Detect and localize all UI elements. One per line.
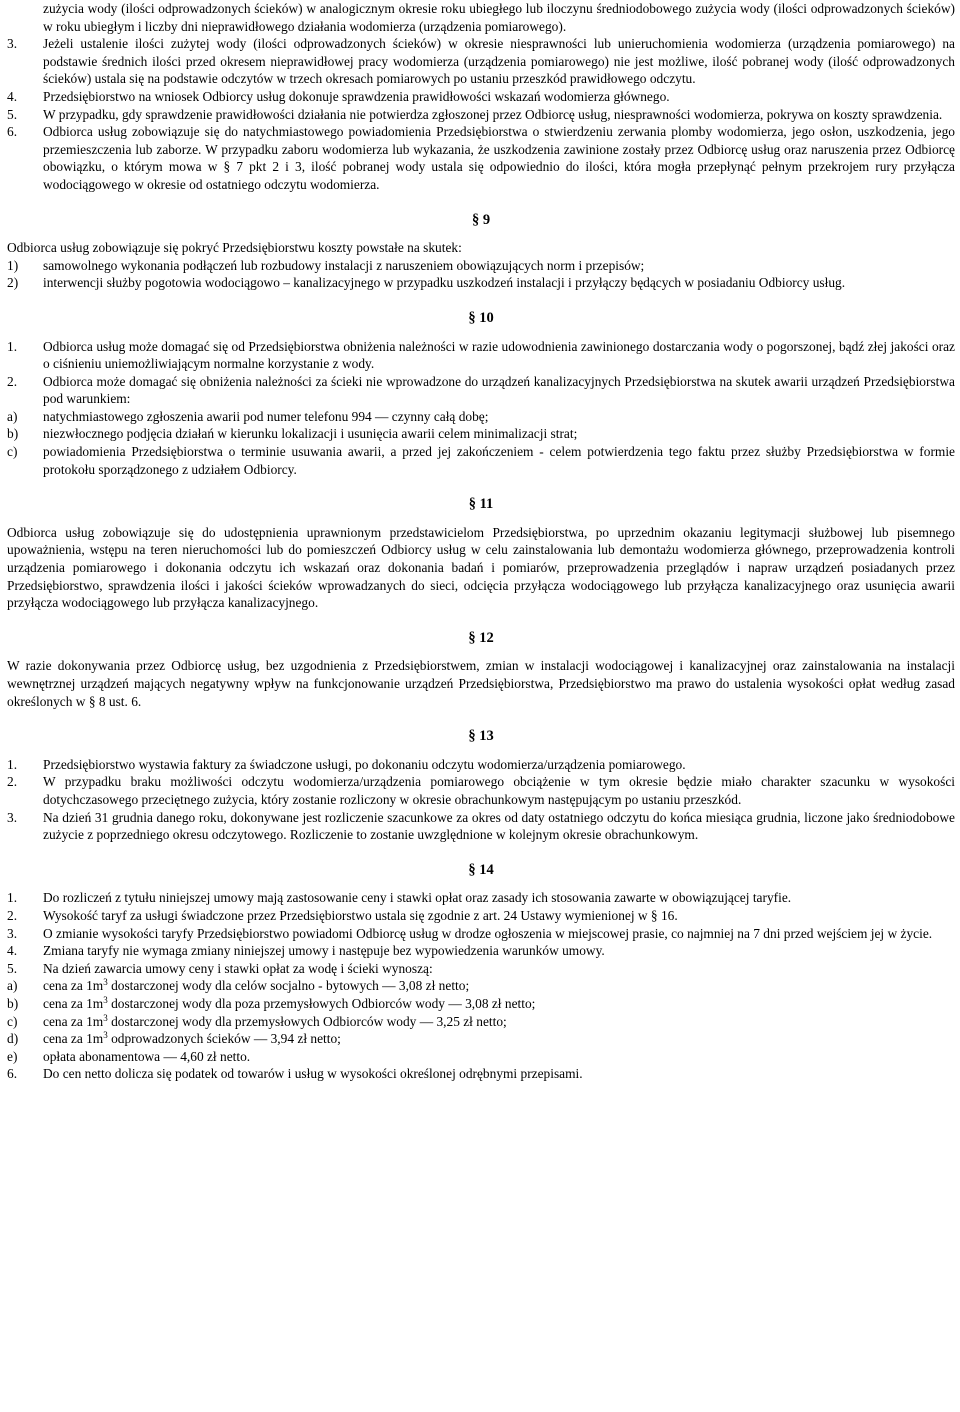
list-item: 1. Odbiorca usług może domagać się od Przedsiębiorstwa obniżenia należności w razie udowodnienia zawinionego dostarczania wody o pogorszonej, bądź złej jakości oraz o ciśnieniu uniemożliwiającym normalne korzystanie z wody.	[7, 338, 955, 372]
list-item: 4. Zmiana taryfy nie wymaga zmiany niniejszej umowy i następuje bez wypowiedzenia warunków umowy.	[7, 943, 605, 959]
sub-list-item: a) natychmiastowego zgłoszenia awarii pod numer telefonu 994 — czynny całą dobę;	[7, 408, 489, 424]
list-item: 3. O zmianie wysokości taryfy Przedsiębiorstwo powiadomi Odbiorcę usług w drodze ogłoszenia w miejscowej prasie, co najmniej na 7 dni przed wejściem jej w życie.	[7, 925, 933, 941]
price-item: a) cena za $1m^3$ dostarczonej wody dla celów socjalno - bytowych — 3,08 zł netto;	[7, 977, 470, 994]
section-12-text: W razie dokonywania przez Odbiorcę usług, bez uzgodnienia z Przedsiębiorstwem, zmian w instalacji wodociągowej i kanalizacyjnej oraz zainstalowania na instalacji wewnętrznej urządzeń mających negatywny wpływ na funkcjonowanie urządzeń Przedsiębiorstwa, Przedsiębiorstwo ma prawo do ustalenia wysokości opłat według zasad określonych w § 8 ust. 6.	[7, 658, 955, 709]
price-item: d) cena za $1m^3$ odprowadzonych ścieków — 3,94 zł netto;	[7, 1030, 341, 1047]
section-9-intro: Odbiorca usług zobowiązuje się pokryć Przedsiębiorstwu koszty powstałe na skutek:	[7, 240, 462, 256]
top-list	[7, 35, 955, 193]
list-item: 6. Do cen netto dolicza się podatek od towarów i usług w wysokości określonej odrębnymi przepisami.	[7, 1066, 583, 1082]
section-heading-11: § 11	[468, 496, 494, 513]
section-13-list	[7, 756, 955, 844]
section-heading-9: § 9	[471, 211, 491, 228]
section-11-text: Odbiorca usług zobowiązuje się do udostępnienia uprawnionym przedstawicielom Przedsiębiorstwa, po uprzednim okazaniu legitymacji służbowej lub pisemnego upoważnienia, wstępu na teren nieruchomości lub do pomieszczeń Odbiorcy usług w celu zainstalowania lub demontażu wodomierza głównego, przeprowadzenia kontroli urządzenia pomiarowego i dokonania odczytu ich wskazań oraz dokonania badań i pomiarów, przeprowadzenia przeglądów i napraw urządzeń posiadanych przez Przedsiębiorstwo, sprawdzenia ilości i jakości ścieków wprowadzanych do sieci, odcięcia przyłącza wodociągowego lub przyłącza kanalizacyjnego oraz usunięcia awarii przyłącza wodociągowego lub przyłącza kanalizacyjnego.	[7, 524, 955, 611]
section-10-list	[7, 338, 955, 479]
list-item: 5. W przypadku, gdy sprawdzenie prawidłowości działania nie potwierdza zgłoszonej przez Odbiorcę usług, niesprawności wodomierza, pokrywa on koszty sprawdzenia.	[7, 106, 943, 122]
sub-list-item: b) niezwłocznego podjęcia działań w kierunku lokalizacji i usunięcia awarii celem minimalizacji strat;	[7, 426, 578, 442]
list-item: 1. Przedsiębiorstwo wystawia faktury za świadczone usługi, po dokonaniu odczytu wodomierza/urządzenia pomiarowego.	[7, 756, 686, 772]
sub-list-item: c) powiadomienia Przedsiębiorstwa o terminie usuwania awarii, a przed jej zakończeniem - celem potwierdzenia tego faktu przez służby Przedsiębiorstwa w formie protokołu sporządzonego z udziałem Odbiorcy.	[7, 444, 955, 477]
section-heading-14: § 14	[468, 861, 494, 878]
top-continuation	[7, 0, 955, 35]
list-item: 4. Przedsiębiorstwo na wniosek Odbiorcy usług dokonuje sprawdzenia prawidłowości wskazań wodomierza głównego.	[7, 88, 670, 104]
list-item: 6. Odbiorca usług zobowiązuje się do natychmiastowego powiadomienia Przedsiębiorstwa o stwierdzeniu zerwania plomby wodomierza, jego osłon, uszkodzenia, jego przemieszczenia lub zaborze. W przypadku zaboru wodomierza lub wykazania, że uszkodzenia zawinione zostały przez Odbiorcę usług oraz naruszenia przez Odbiorcę obowiązku, o którym mowa w § 7 pkt 2 i 3, ilość pobranej wody ustala się odpowiednio do ilości, która mogła przepłynąć pełnym przekrojem rury przyłącza wodociągowego w okresie od ostatniego odczytu wodomierza.	[7, 124, 955, 192]
list-item: 2) interwencji służby pogotowia wodociągowo – kanalizacyjnego w przypadku uszkodzeń instalacji i przyłączy będących w posiadaniu Odbiorcy usług.	[7, 275, 846, 291]
price-item: c) cena za $1m^3$ dostarczonej wody dla przemysłowych Odbiorców wody — 3,25 zł netto;	[7, 1012, 507, 1029]
section-heading-12: § 12	[468, 629, 494, 646]
section-heading-10: § 10	[468, 309, 494, 326]
price-item: e) opłata abonamentowa — 4,60 zł netto.	[7, 1048, 251, 1064]
section-9-list	[7, 257, 955, 292]
list-item: 5. Na dzień zawarcia umowy ceny i stawki opłat za wodę i ścieki wynoszą:	[7, 960, 433, 976]
section-heading-13: § 13	[468, 728, 494, 745]
list-item: 3. Na dzień 31 grudnia danego roku, dokonywane jest rozliczenie szacunkowe za okres od daty ostatniego odczytu do końca miesiąca grudnia, liczone jako średniodobowe zużycie z poprzedniego okresu odczytowego. Rozliczenie to zostanie uwzględnione w kolejnym okresie obrachunkowym.	[7, 809, 955, 843]
section-14-list	[7, 889, 955, 1083]
continuation-text: zużycia wody (ilości odprowadzonych ścieków) w analogicznym okresie roku ubiegłego lub iloczynu średniodobowego zużycia wody (ilości odprowadzonych ścieków) w roku ubiegłym i liczby dni nieprawidłowego działania wodomierza (urządzenia pomiarowego).	[43, 1, 955, 34]
price-item: b) cena za $1m^3$ dostarczonej wody dla poza przemysłowych Odbiorców wody — 3,08 zł netto;	[7, 994, 536, 1011]
list-item: 1. Do rozliczeń z tytułu niniejszej umowy mają zastosowanie ceny i stawki opłat oraz zasady ich stosowania zawarte w obowiązującej taryfie.	[7, 890, 792, 906]
list-item: 3. Jeżeli ustalenie ilości zużytej wody (ilości odprowadzonych ścieków) w okresie niesprawności lub unieruchomienia wodomierza (urządzenia pomiarowego) na podstawie średnich ilości przed okresem nieprawidłowej pracy wodomierza (urządzenia pomiarowego) nie jest możliwe, ilość pobranej wody (ilość odprowadzonych ścieków) ustala się na podstawie odczytów w trzech okresach pomiarowych po ustaniu przeszkód prawidłowego odczytu.	[7, 36, 955, 87]
list-item: 2. Wysokość taryf za usługi świadczone przez Przedsiębiorstwo ustala się zgodnie z art. 24 Ustawy wymienionej w § 16.	[7, 907, 678, 923]
list-item: 1) samowolnego wykonania podłączeń lub rozbudowy instalacji z naruszeniem obowiązujących norm i przepisów;	[7, 257, 645, 273]
list-item: 2. W przypadku braku możliwości odczytu wodomierza/urządzenia pomiarowego obciążenie w tym okresie będzie miało charakter szacunku w wysokości dotychczasowego przeciętnego zużycia, który zostanie rozliczony w okresie obrachunkowym następującym po ustaniu przeszkód.	[7, 774, 955, 807]
list-item: 2. Odbiorca może domagać się obniżenia należności za ścieki nie wprowadzone do urządzeń kanalizacyjnych Przedsiębiorstwa na skutek awarii urządzeń Przedsiębiorstwa pod warunkiem:	[7, 373, 955, 407]
